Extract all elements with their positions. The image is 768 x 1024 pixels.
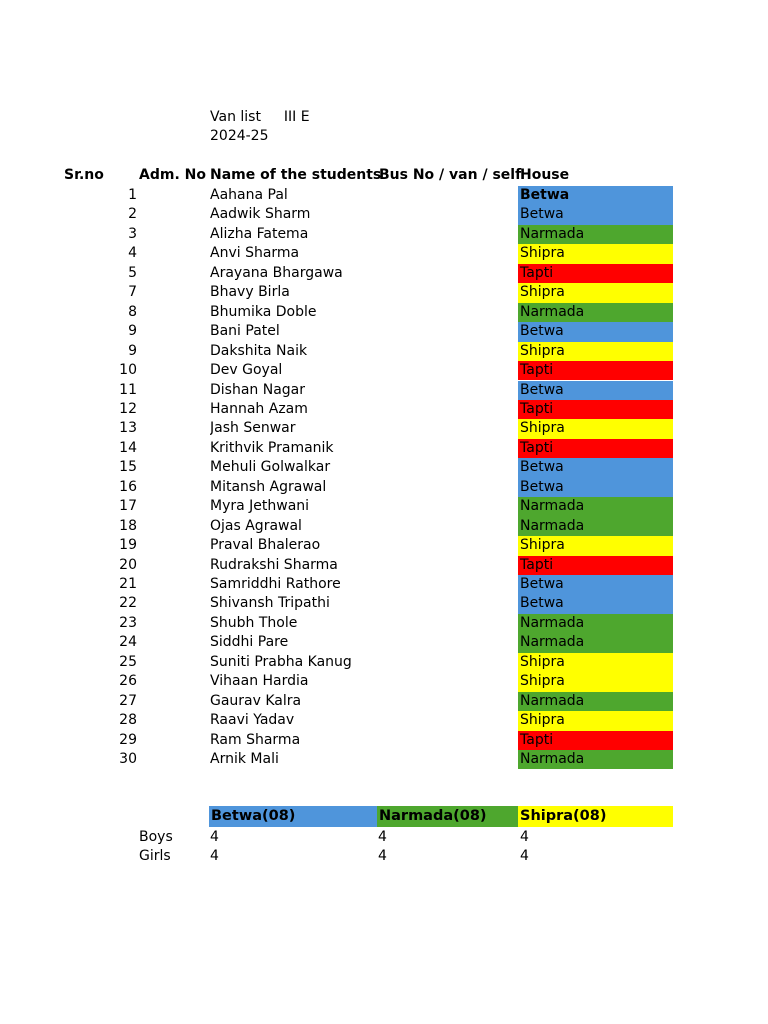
row-student-name: Vihaan Hardia: [210, 673, 309, 690]
table-row: [0, 458, 768, 477]
row-srno: 15: [119, 459, 137, 476]
row-house: Shipra: [518, 536, 673, 555]
row-house: Tapti: [518, 731, 673, 750]
row-student-name: Anvi Sharma: [210, 245, 300, 262]
row-student-name: Dakshita Naik: [210, 342, 308, 359]
row-student-name: Rudrakshi Sharma: [210, 556, 338, 573]
row-house: Betwa: [518, 575, 673, 594]
row-student-name: Samriddhi Rathore: [210, 576, 341, 592]
row-srno: 30: [119, 751, 137, 768]
title-text: Van list: [210, 109, 261, 125]
table-row: [0, 594, 768, 613]
row-srno: 13: [119, 420, 137, 437]
summary-header-shipra: Shipra(08): [518, 806, 673, 827]
row-srno: 2: [128, 206, 137, 223]
row-house: Narmada: [518, 517, 673, 536]
table-row: [0, 225, 768, 244]
row-srno: 11: [119, 381, 137, 398]
table-row: [0, 342, 768, 361]
table-row: [0, 556, 768, 575]
boys-shipra: 4: [520, 829, 529, 845]
row-student-name: Suniti Prabha Kanug: [210, 653, 352, 670]
row-house: Betwa: [518, 458, 673, 477]
row-student-name: Myra Jethwani: [210, 498, 310, 515]
row-house: Tapti: [518, 361, 673, 380]
table-row: [0, 517, 768, 536]
row-house: Tapti: [518, 400, 673, 419]
row-student-name: Siddhi Pare: [210, 634, 289, 651]
row-student-name: Aadwik Sharm: [210, 206, 311, 223]
row-srno: 25: [119, 653, 137, 670]
row-srno: 29: [119, 731, 137, 748]
list-title: [210, 108, 310, 127]
row-house: Narmada: [518, 225, 673, 244]
row-srno: 1: [128, 187, 137, 203]
row-house: Betwa: [518, 205, 673, 224]
summary-header-narmada: Narmada(08): [377, 806, 518, 827]
table-row: [0, 711, 768, 730]
row-srno: 21: [119, 576, 137, 592]
row-student-name: Bhumika Doble: [210, 303, 317, 320]
row-house: Narmada: [518, 692, 673, 711]
row-student-name: Arayana Bhargawa: [210, 264, 343, 281]
boys-betwa: 4: [210, 829, 219, 845]
row-house: Shipra: [518, 653, 673, 672]
row-srno: 18: [119, 517, 137, 534]
row-student-name: Mehuli Golwalkar: [210, 459, 331, 476]
row-house: Betwa: [518, 186, 673, 205]
row-srno: 27: [119, 692, 137, 709]
row-srno: 8: [128, 303, 137, 320]
girls-label: Girls: [139, 848, 171, 864]
row-srno: 12: [119, 400, 137, 417]
row-srno: 9: [128, 323, 137, 340]
row-srno: 20: [119, 556, 137, 573]
row-house: Shipra: [518, 342, 673, 361]
row-house: Narmada: [518, 303, 673, 322]
girls-shipra: 4: [520, 848, 529, 864]
table-row: [0, 283, 768, 302]
table-row: [0, 633, 768, 652]
table-row: [0, 731, 768, 750]
table-row: [0, 614, 768, 633]
boys-narmada: 4: [378, 829, 387, 845]
table-row: [0, 536, 768, 555]
row-srno: 26: [119, 673, 137, 690]
row-srno: 22: [119, 595, 137, 612]
row-house: Narmada: [518, 614, 673, 633]
row-house: Shipra: [518, 419, 673, 438]
row-student-name: Dev Goyal: [210, 362, 283, 379]
row-student-name: Bhavy Birla: [210, 284, 290, 301]
row-srno: 9: [128, 342, 137, 359]
table-row: [0, 205, 768, 224]
row-student-name: Aahana Pal: [210, 187, 288, 203]
row-srno: 28: [119, 712, 137, 729]
table-row: [0, 322, 768, 341]
row-srno: 16: [119, 478, 137, 495]
row-house: Shipra: [518, 283, 673, 302]
header-adm-no: Adm. No: [139, 167, 206, 183]
row-srno: 10: [119, 362, 137, 379]
row-srno: 23: [119, 614, 137, 631]
row-student-name: Mitansh Agrawal: [210, 478, 327, 495]
row-student-name: Ojas Agrawal: [210, 517, 302, 534]
table-row: [0, 381, 768, 400]
row-student-name: Shivansh Tripathi: [210, 595, 330, 612]
header-student-name: Name of the students: [210, 167, 382, 183]
row-srno: 7: [128, 284, 137, 301]
table-row: [0, 361, 768, 380]
class-label: III E: [283, 109, 310, 125]
table-row: [0, 497, 768, 516]
row-student-name: Shubh Thole: [210, 614, 298, 631]
table-row: [0, 750, 768, 769]
row-house: Betwa: [518, 322, 673, 341]
row-student-name: Gaurav Kalra: [210, 692, 302, 709]
row-house: Shipra: [518, 672, 673, 691]
row-student-name: Bani Patel: [210, 323, 280, 340]
row-student-name: Praval Bhalerao: [210, 537, 321, 554]
table-row: [0, 692, 768, 711]
row-srno: 24: [119, 634, 137, 651]
row-student-name: Jash Senwar: [210, 420, 296, 437]
row-student-name: Krithvik Pramanik: [210, 439, 334, 456]
row-house: Shipra: [518, 711, 673, 730]
table-row: [0, 186, 768, 205]
row-student-name: Ram Sharma: [210, 731, 301, 748]
table-row: [0, 419, 768, 438]
row-house: Narmada: [518, 750, 673, 769]
table-row: [0, 439, 768, 458]
row-house: Tapti: [518, 439, 673, 458]
summary-header-betwa: Betwa(08): [209, 806, 377, 827]
table-row: [0, 575, 768, 594]
row-house: Betwa: [518, 478, 673, 497]
row-srno: 14: [119, 439, 137, 456]
row-srno: 19: [119, 537, 137, 554]
girls-betwa: 4: [210, 848, 219, 864]
row-student-name: Hannah Azam: [210, 400, 308, 417]
row-house: Shipra: [518, 244, 673, 263]
session-year: 2024-25: [210, 128, 269, 144]
row-student-name: Alizha Fatema: [210, 225, 309, 242]
row-house: Tapti: [518, 556, 673, 575]
row-house: Betwa: [518, 594, 673, 613]
table-row: [0, 400, 768, 419]
table-row: [0, 264, 768, 283]
table-row: [0, 672, 768, 691]
row-house: Betwa: [518, 381, 673, 400]
header-srno: Sr.no: [64, 167, 104, 183]
table-row: [0, 303, 768, 322]
girls-narmada: 4: [378, 848, 387, 864]
row-house: Narmada: [518, 633, 673, 652]
row-student-name: Raavi Yadav: [210, 712, 295, 729]
row-house: Tapti: [518, 264, 673, 283]
header-bus-no: Bus No / van / self: [379, 167, 522, 183]
row-srno: 17: [119, 498, 137, 515]
header-house: House: [520, 167, 570, 183]
table-row: [0, 478, 768, 497]
row-srno: 3: [128, 225, 137, 242]
row-srno: 5: [128, 264, 137, 281]
table-row: [0, 244, 768, 263]
row-student-name: Dishan Nagar: [210, 381, 306, 398]
table-row: [0, 653, 768, 672]
boys-label: Boys: [139, 829, 173, 845]
row-house: Narmada: [518, 497, 673, 516]
row-srno: 4: [128, 245, 137, 262]
row-student-name: Arnik Mali: [210, 751, 279, 768]
